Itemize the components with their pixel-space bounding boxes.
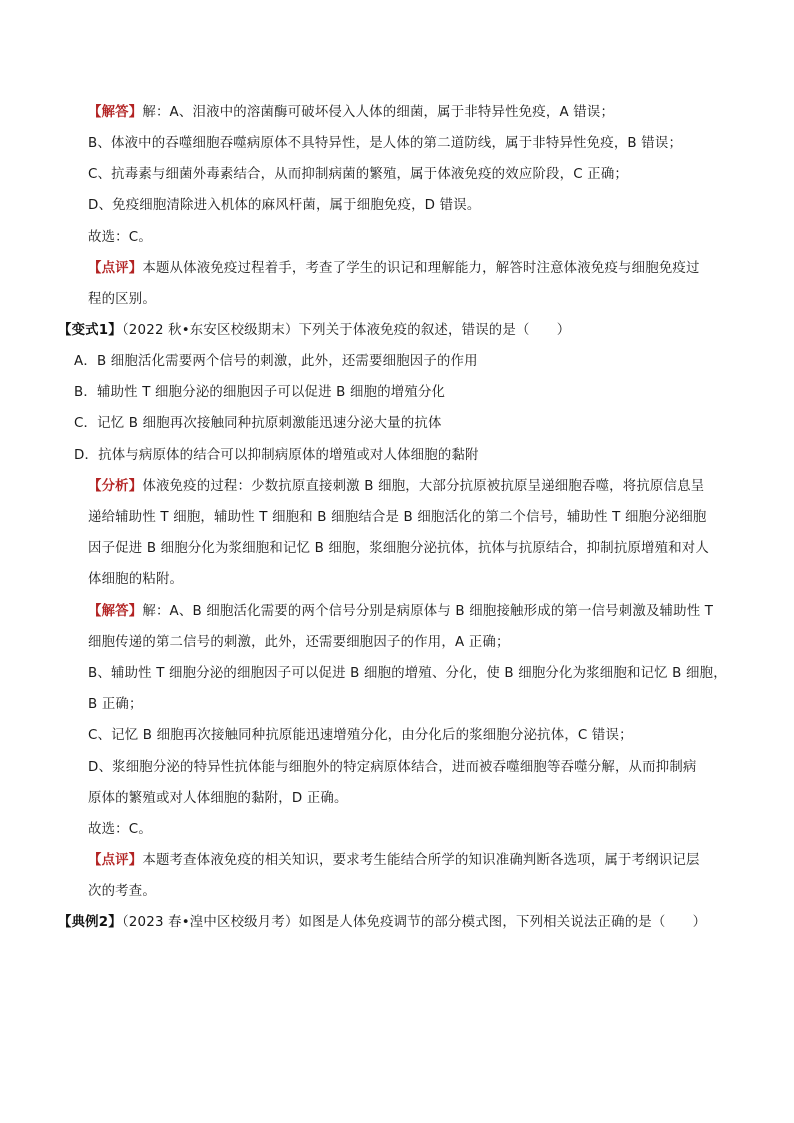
answer-line-d: D、免疫细胞清除进入机体的麻风杆菌，属于细胞免疫，D 错误。 [88,198,481,213]
example-question-text: （2023 春•湟中区校级月考）如图是人体免疫调节的部分模式图，下列相关说法正确的是（ ） [121,915,707,930]
analysis-text-1: 体液免疫的过程：少数抗原直接刺激 B 细胞，大部分抗原被抗原呈递细胞吞噬，将抗原信息呈 [142,479,705,494]
analysis-tag: 【分析】 [88,479,143,494]
answer-line-a [88,103,614,123]
option-a: A．B 细胞活化需要两个信号的刺激，此外，还需要细胞因子的作用 [74,354,478,369]
variant-answer-tag: 【解答】 [88,604,143,619]
variant-answer-line-1 [88,602,713,622]
variant-answer-line-2: 细胞传递的第二信号的刺激，此外，还需要细胞因子的作用，A 正确； [88,635,510,650]
variant-answer-line-5: C、记忆 B 细胞再次接触同种抗原能迅速增殖分化，由分化后的浆细胞分泌抗体，C 错误； [88,728,633,743]
analysis-line-3: 因子促进 B 细胞分化为浆细胞和记忆 B 细胞，浆细胞分泌抗体，抗体与抗原结合，抑制抗原增殖和对人 [88,541,709,556]
option-d: D．抗体与病原体的结合可以抑制病原体的增殖或对人体细胞的黏附 [74,448,479,463]
answer-line-c: C、抗毒素与细菌外毒素结合，从而抑制病菌的繁殖，属于体液免疫的效应阶段，C 正确； [88,167,628,182]
variant-question-text: （2022 秋•东安区校级期末）下列关于体液免疫的叙述，错误的是（ ） [121,323,571,338]
comment-line-2: 程的区别。 [88,292,156,307]
answer-text-a: 解：A、泪液中的溶菌酶可破坏侵入人体的细菌，属于非特异性免疫，A 错误； [142,105,615,120]
variant-answer-line-4: B 正确； [88,697,143,712]
variant-answer-line-7: 原体的繁殖或对人体细胞的黏附，D 正确。 [88,791,348,806]
variant-comment-line-1 [88,851,700,871]
variant-choice: 故选：C。 [88,822,152,837]
comment-tag: 【点评】 [88,261,143,276]
variant-answer-line-6: D、浆细胞分泌的特异性抗体能与细胞外的特定病原体结合，进而被吞噬细胞等吞噬分解，从而抑制病 [88,760,697,775]
comment-line-1 [88,259,700,279]
variant-question [58,321,570,341]
analysis-line-2: 递给辅助性 T 细胞，辅助性 T 细胞和 B 细胞结合是 B 细胞活化的第二个信号，辅助性 T 细胞分泌细胞 [88,510,707,525]
analysis-line-1 [88,477,704,497]
analysis-line-4: 体细胞的粘附。 [88,572,184,587]
answer-tag: 【解答】 [88,105,143,120]
variant-answer-line-3: B、辅助性 T 细胞分泌的细胞因子可以促进 B 细胞的增殖、分化，使 B 细胞分化为浆细胞和记忆 B 细胞， [88,666,727,681]
variant-comment-line-2: 次的考查。 [88,884,156,899]
variant-answer-text-1: 解：A、B 细胞活化需要的两个信号分别是病原体与 B 细胞接触形成的第一信号刺激及辅助性 T [142,604,714,619]
variant-comment-text-1: 本题考查体液免疫的相关知识，要求考生能结合所学的知识准确判断各选项，属于考纲识记层 [142,853,700,868]
variant-tag: 【变式1】 [58,323,122,338]
comment-text-1: 本题从体液免疫过程着手，考查了学生的识记和理解能力，解答时注意体液免疫与细胞免疫过 [142,261,700,276]
example-question [58,913,706,933]
variant-comment-tag: 【点评】 [88,853,143,868]
answer-line-b: B、体液中的吞噬细胞吞噬病原体不具特异性，是人体的第二道防线，属于非特异性免疫，B 错误； [88,136,683,151]
option-c: C．记忆 B 细胞再次接触同种抗原刺激能迅速分泌大量的抗体 [74,416,442,431]
answer-choice: 故选：C。 [88,230,152,245]
option-b: B．辅助性 T 细胞分泌的细胞因子可以促进 B 细胞的增殖分化 [74,385,446,400]
example-tag: 【典例2】 [58,915,122,930]
